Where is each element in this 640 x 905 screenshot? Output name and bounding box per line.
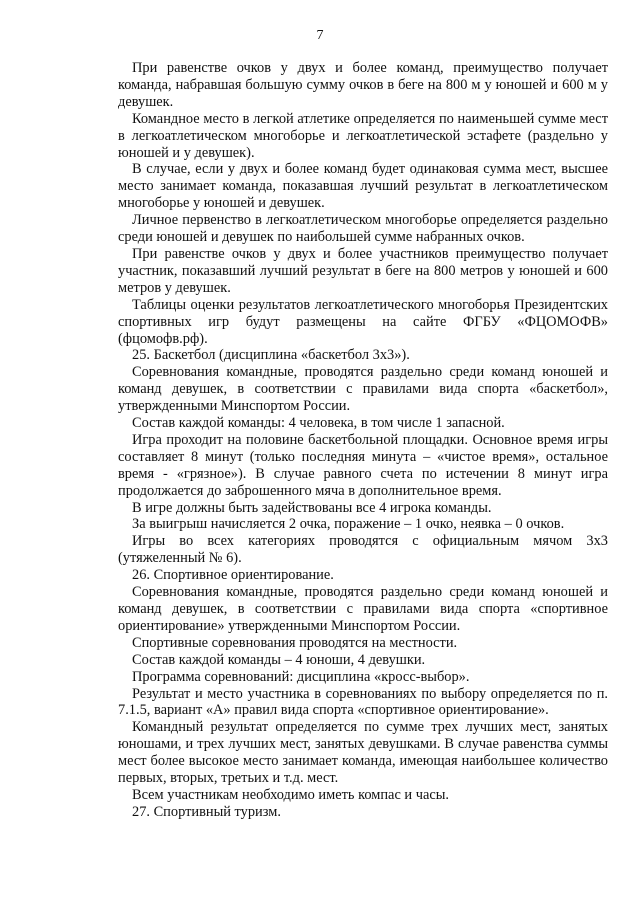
paragraph: Состав каждой команды – 4 юноши, 4 девушки.: [132, 651, 426, 668]
paragraph: Состав каждой команды: 4 человека, в том числе 1 запасной.: [132, 415, 505, 432]
paragraph: Соревнования командные, проводятся раздельно среди команд юношей и команд девушек, в соответствии с правилами вида спорта «спортивное ориентирование» утвержденными Минспортом России.: [118, 584, 608, 634]
paragraph: Спортивные соревнования проводятся на местности.: [132, 634, 458, 651]
paragraph: В случае, если у двух и более команд будет одинаковая сумма мест, высшее место занимает команда, показавшая лучший результат в легкоатлетическом многоборье у юношей и девушек.: [118, 161, 608, 212]
paragraph: Личное первенство в легкоатлетическом многоборье определяется раздельно среди юношей и девушек по наибольшей сумме набранных очков.: [118, 212, 608, 246]
paragraph: В игре должны быть задействованы все 4 игрока команды.: [132, 499, 492, 516]
paragraph: Командный результат определяется по сумме трех лучших мест, занятых юношами, и трех лучших мест, занятых девушками. В случае равенства суммы мест более высокое место занимает команда, имеющая наибольшее количество первых, вторых, третьих и т.д. мест.: [118, 719, 608, 787]
paragraph: Таблицы оценки результатов легкоатлетического многоборья Президентских спортивных игр будут размещены на сайте ФГБУ «ФЦОМОФВ» (фцомофв.рф).: [118, 296, 608, 347]
section-heading: 27. Спортивный туризм.: [132, 803, 281, 820]
paragraph: За выигрыш начисляется 2 очка, поражение – 1 очко, неявка – 0 очков.: [132, 516, 565, 533]
paragraph: Игра проходит на половине баскетбольной площадки. Основное время игры составляет 8 минут (только последняя минута – «чистое время», остальное время - «грязное»). В случае равного счета по истечении 8 минут игра продолжается до заброшенного мяча в дополнительное время.: [118, 431, 608, 499]
paragraph: При равенстве очков у двух и более команд, преимущество получает команда, набравшая большую сумму очков в беге на 800 м у юношей и 600 м у девушек.: [118, 60, 608, 110]
paragraph: Программа соревнований: дисциплина «кросс-выбор».: [132, 668, 470, 685]
section-heading: 26. Спортивное ориентирование.: [132, 567, 334, 584]
paragraph: Игры во всех категориях проводятся с официальным мячом 3х3 (утяжеленный № 6).: [118, 533, 608, 567]
page-number: 7: [316, 28, 324, 43]
document-body: [118, 60, 608, 821]
paragraph: Соревнования командные, проводятся раздельно среди команд юношей и команд девушек, в соответствии с правилами вида спорта «баскетбол», утвержденными Минспортом России.: [118, 364, 608, 415]
paragraph: Командное место в легкой атлетике определяется по наименьшей сумме мест в легкоатлетическом многоборье и легкоатлетической эстафете (раздельно у юношей и у девушек).: [118, 110, 608, 161]
paragraph: Результат и место участника в соревнованиях по выбору определяется по п. 7.1.5, вариант «А» правил вида спорта «спортивное ориентирование».: [118, 685, 608, 719]
paragraph: При равенстве очков у двух и более участников преимущество получает участник, показавший лучший результат в беге на 800 метров у юношей и 600 метров у девушек.: [118, 245, 608, 296]
section-heading: 25. Баскетбол (дисциплина «баскетбол 3х3»).: [132, 347, 410, 364]
paragraph: Всем участникам необходимо иметь компас и часы.: [132, 786, 450, 803]
